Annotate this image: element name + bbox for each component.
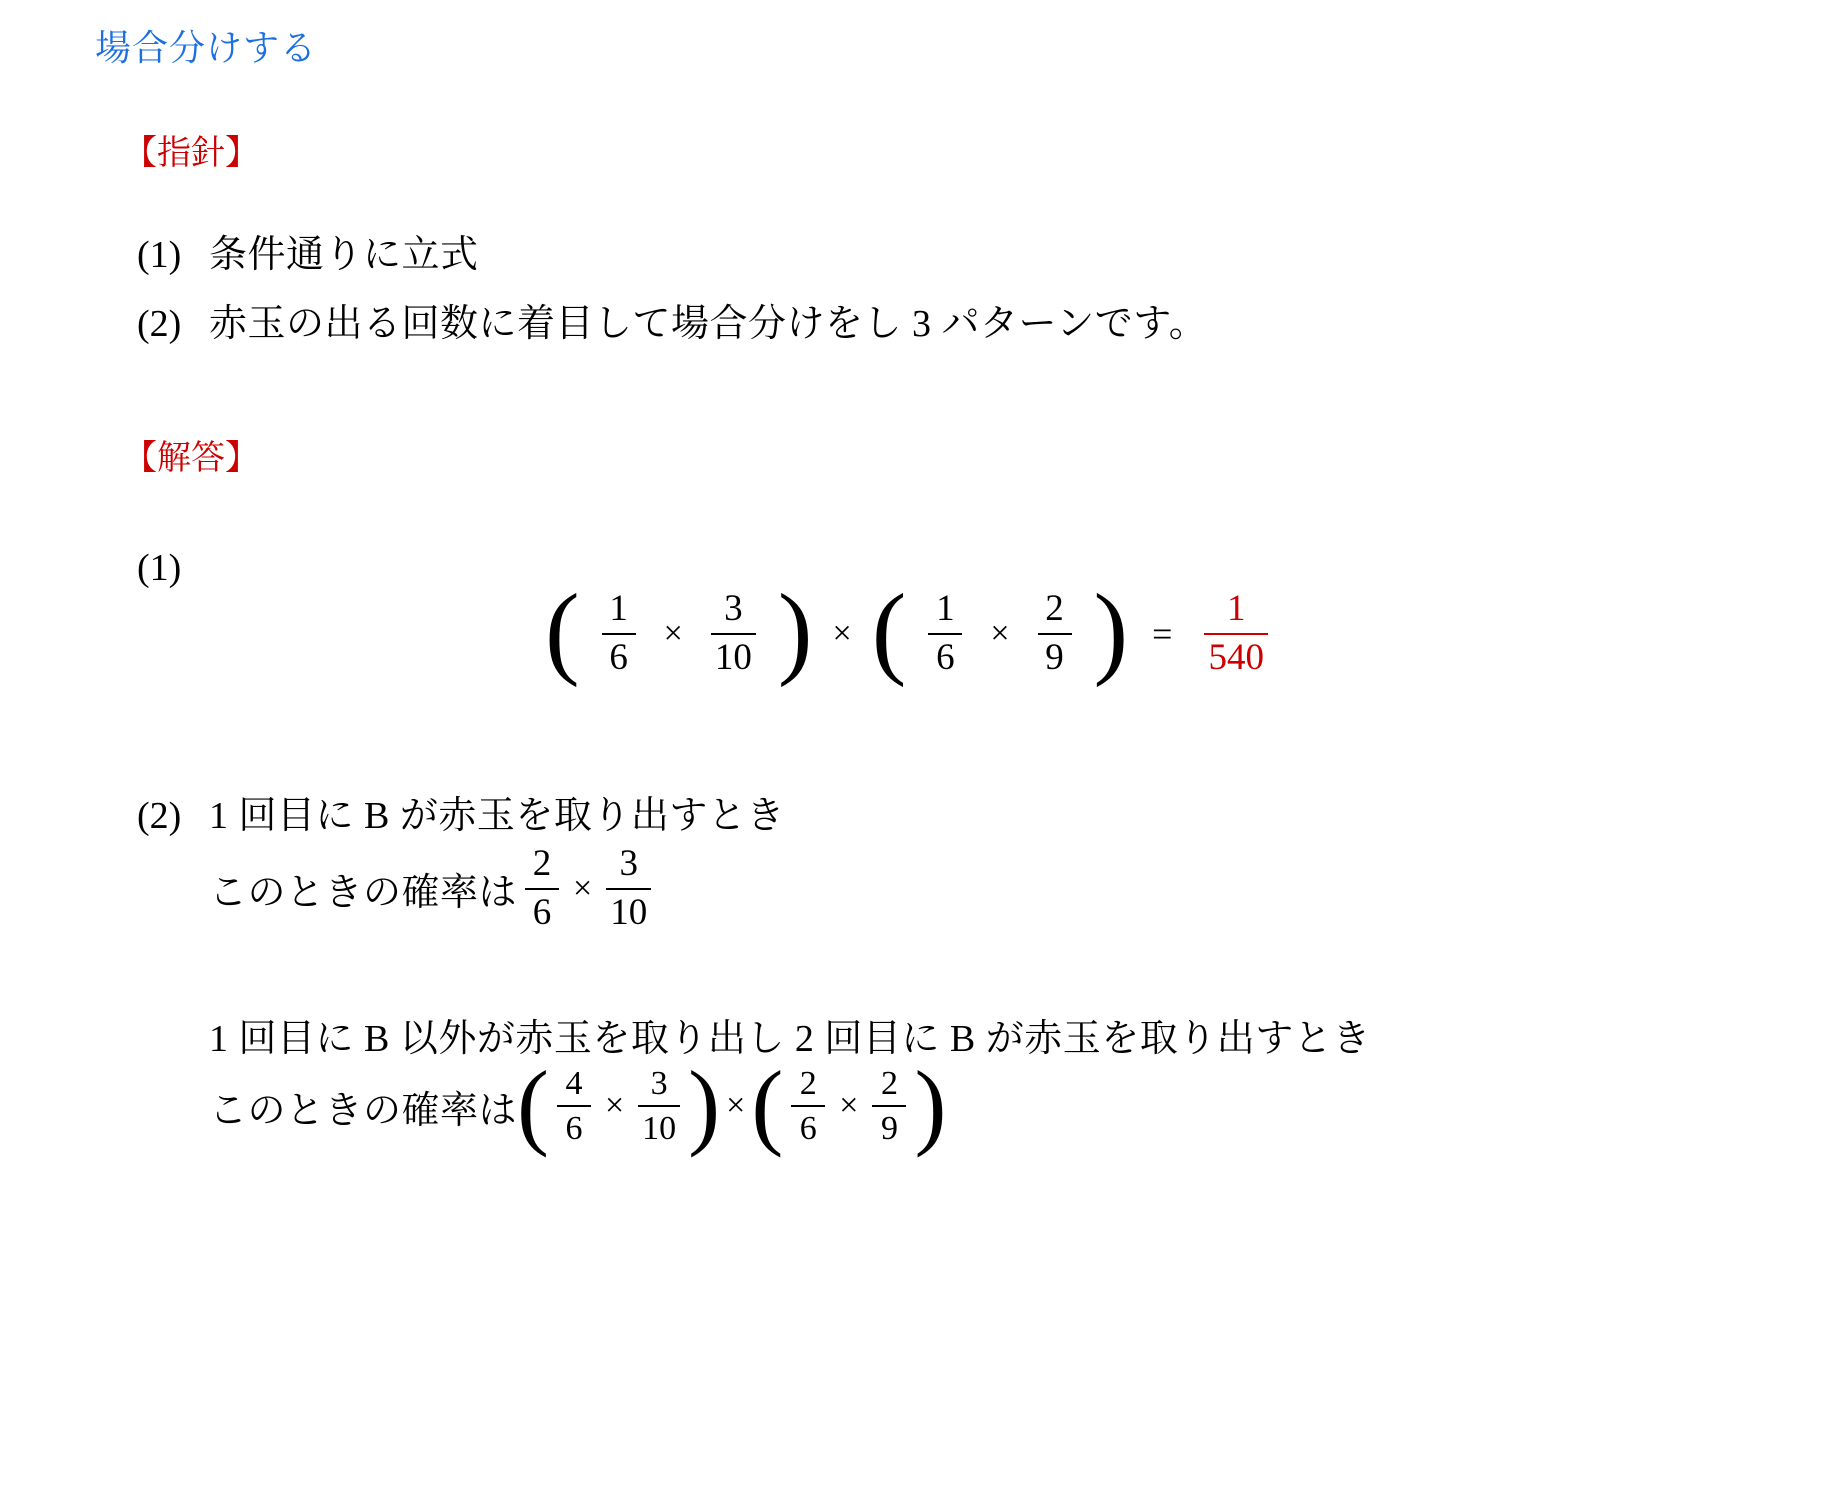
answer-item-1 <box>137 541 1821 596</box>
right-paren-3: ) <box>688 1050 721 1158</box>
answer-item-1-number: (1) <box>137 546 182 589</box>
guide-section-label: 【指針】 <box>123 132 259 173</box>
fraction-1-6-b: $\frac{1}{6}$ <box>928 590 962 678</box>
answer-item-2 <box>0 790 1821 1158</box>
right-paren-1: ) <box>777 573 813 689</box>
answer-2-case1-probability <box>209 842 1821 933</box>
fraction-2-9-a: $\frac{2}{9}$ <box>1038 590 1072 678</box>
guide-item-1 <box>137 228 1821 283</box>
guide-item-2-number: (2) <box>137 302 182 345</box>
fraction-bar <box>928 633 962 635</box>
fraction-result-1-540: $\frac{1}{540}$ <box>1204 590 1268 678</box>
answer-2-case2-prefix: このときの確率は <box>209 1089 518 1132</box>
answer-item-2-number: (2) <box>137 794 182 837</box>
times-operator-3: × <box>604 1087 625 1125</box>
answer-2-case2-probability <box>209 1050 1821 1158</box>
guide-item-2 <box>137 297 1821 352</box>
fraction-3-10-c: $\frac{3}{10}$ <box>638 1066 680 1147</box>
guide-item-2-text: 赤玉の出る回数に着目して場合分けをし 3 パターンです。 <box>209 302 1208 345</box>
fraction-2-9-b: $\frac{2}{9}$ <box>872 1066 906 1147</box>
left-paren-3: ( <box>517 1050 549 1158</box>
fraction-bar <box>606 888 651 890</box>
page-title: 場合分けする <box>95 28 318 69</box>
left-paren-1: ( <box>545 573 580 689</box>
left-paren-4: ( <box>751 1050 784 1158</box>
guide-item-1-number: (1) <box>137 233 182 276</box>
times-operator-4: × <box>839 1087 859 1125</box>
answer-2-case1-condition-row <box>137 790 1821 843</box>
equals-sign: = <box>1152 613 1173 654</box>
fraction-bar <box>791 1105 825 1107</box>
times-operator-2: × <box>990 614 1010 652</box>
answer-2-case1-condition: 1 回目に B が赤玉を取り出すとき <box>209 794 785 837</box>
fraction-bar <box>1038 633 1072 635</box>
times-operator-between: × <box>832 614 852 652</box>
times-operator-between-2: × <box>726 1087 746 1125</box>
fraction-bar <box>525 888 559 890</box>
fraction-3-10-b: $\frac{3}{10}$ <box>606 845 651 933</box>
fraction-3-10-a: $\frac{3}{10}$ <box>711 590 756 678</box>
times-operator-case1: × <box>573 869 593 907</box>
fraction-bar <box>602 633 636 635</box>
fraction-bar <box>557 1105 591 1107</box>
answer-section <box>0 430 1821 1158</box>
answer-2-case2 <box>0 1007 1821 1158</box>
left-paren-2: ( <box>871 573 907 689</box>
times-operator-1: × <box>663 614 683 652</box>
fraction-2-6-a: $\frac{2}{6}$ <box>525 845 559 933</box>
fraction-4-6: $\frac{4}{6}$ <box>557 1066 591 1147</box>
right-paren-4: ) <box>914 1050 947 1158</box>
guide-item-1-text: 条件通りに立式 <box>209 233 479 276</box>
fraction-1-6-a: $\frac{1}{6}$ <box>602 590 636 678</box>
guide-section <box>0 125 1821 352</box>
right-paren-2: ) <box>1093 573 1129 689</box>
answer-2-case2-condition: 1 回目に B 以外が赤玉を取り出し 2 回目に B が赤玉を取り出すとき <box>209 1017 1371 1060</box>
fraction-bar <box>872 1105 906 1107</box>
fraction-bar <box>711 633 756 635</box>
fraction-2-6-b: $\frac{2}{6}$ <box>791 1066 825 1147</box>
fraction-bar <box>638 1105 680 1107</box>
answer-1-equation <box>0 573 1821 689</box>
answer-2-case1-prefix: このときの確率は <box>209 872 518 915</box>
fraction-bar <box>1204 633 1268 635</box>
answer-section-label: 【解答】 <box>123 437 259 478</box>
